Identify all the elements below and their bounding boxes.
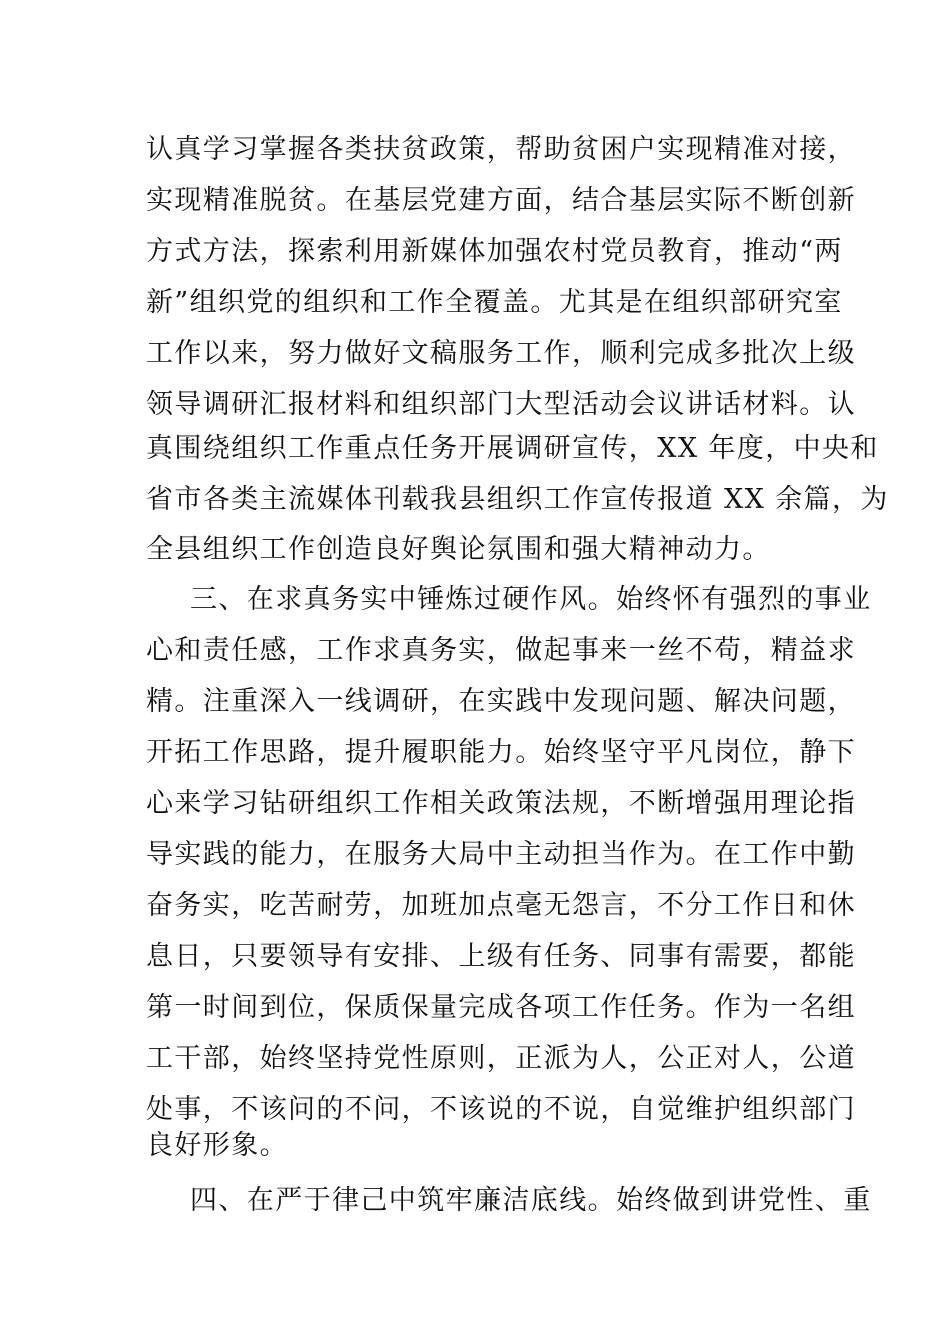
text-line-indented: 四、在严于律己中筑牢廉洁底线。始终做到讲党性、重 <box>190 1185 872 1216</box>
text-line: 精。注重深入一线调研，在实践中发现问题、解决问题， <box>146 686 856 717</box>
text-line: 第一时间到位，保质保量完成各项工作任务。作为一名组 <box>146 992 856 1023</box>
text-line: 新”组织党的组织和工作全覆盖。尤其是在组织部研究室 <box>146 287 843 318</box>
text-line: 心来学习钻研组织工作相关政策法规，不断增强用理论指 <box>146 788 856 819</box>
text-line: 方式方法，探索利用新媒体加强农村党员教育，推动“两 <box>146 236 843 267</box>
text-line: 良好形象。 <box>146 1130 288 1161</box>
text-line: 全县组织工作创造良好舆论氛围和强大精神动力。 <box>146 534 771 565</box>
text-line: 领导调研汇报材料和组织部门大型活动会议讲话材料。认 <box>146 389 856 420</box>
text-line: 认真学习掌握各类扶贫政策，帮助贫困户实现精准对接， <box>146 134 856 165</box>
text-line-indented: 三、在求真务实中锤炼过硬作风。始终怀有强烈的事业 <box>190 584 872 615</box>
text-line: 实现精准脱贫。在基层党建方面，结合基层实际不断创新 <box>146 185 856 216</box>
text-line: 心和责任感，工作求真务实，做起事来一丝不苟，精益求 <box>146 635 856 666</box>
text-line: 省市各类主流媒体刊载我县组织工作宣传报道 XX 余篇，为 <box>146 484 889 515</box>
text-line: 奋务实，吃苦耐劳，加班加点毫无怨言，不分工作日和休 <box>146 890 856 921</box>
text-line: 工干部，始终坚持党性原则，正派为人，公正对人，公道 <box>146 1043 856 1074</box>
text-line: 息日，只要领导有安排、上级有任务、同事有需要，都能 <box>146 941 856 972</box>
text-line: 真围绕组织工作重点任务开展调研宣传，XX 年度，中央和 <box>146 433 879 464</box>
text-line: 开拓工作思路，提升履职能力。始终坚守平凡岗位，静下 <box>146 737 856 768</box>
text-line: 工作以来，努力做好文稿服务工作，顺利完成多批次上级 <box>146 338 856 369</box>
text-line: 导实践的能力，在服务大局中主动担当作为。在工作中勤 <box>146 839 856 870</box>
text-line: 处事，不该问的不问，不该说的不说，自觉维护组织部门 <box>146 1094 856 1125</box>
